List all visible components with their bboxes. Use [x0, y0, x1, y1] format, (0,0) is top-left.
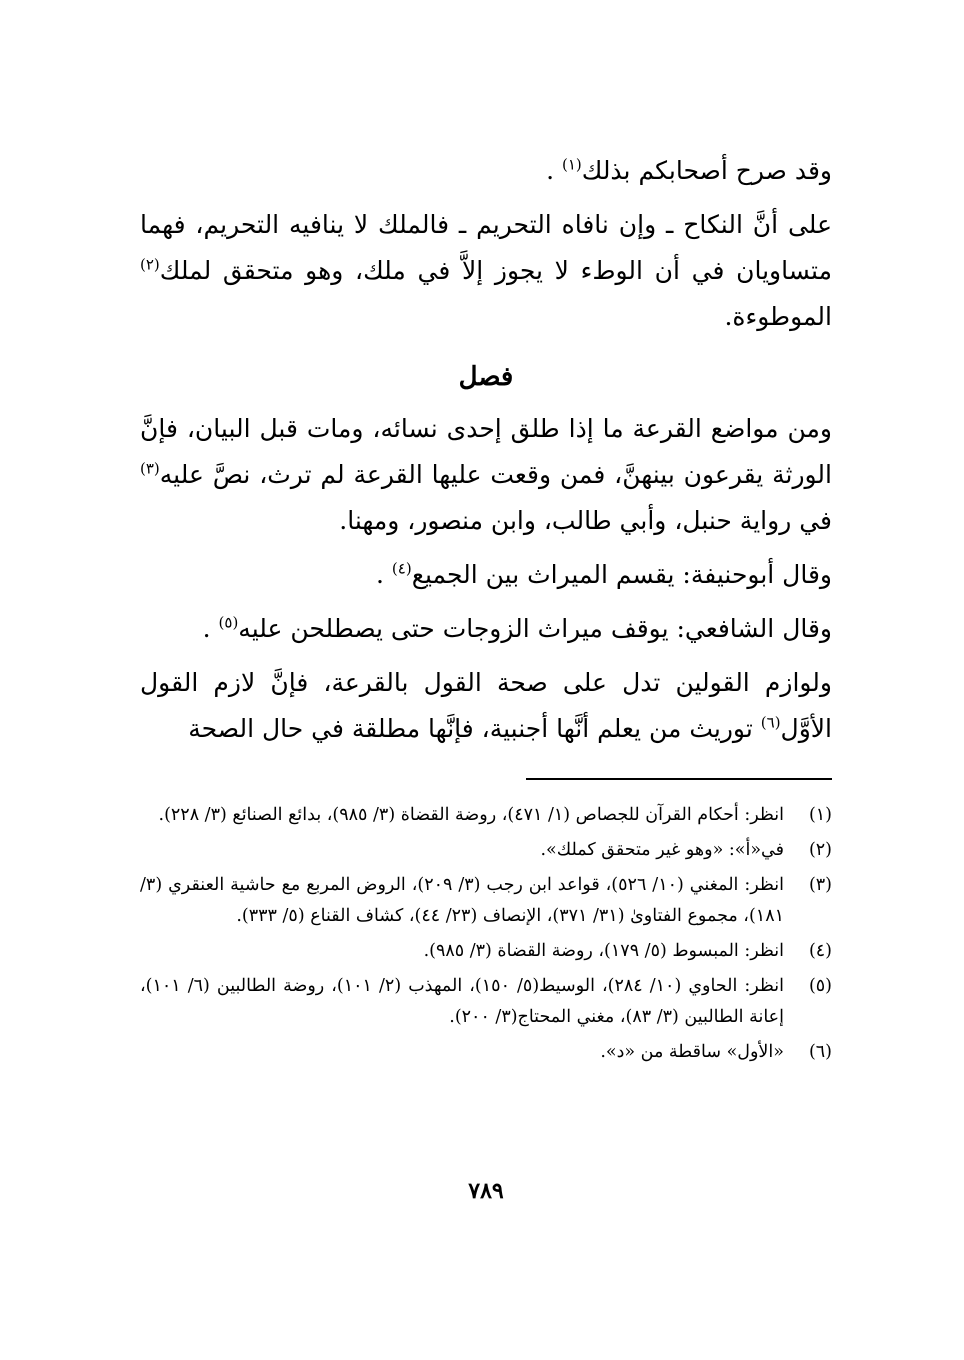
footnote-separator	[526, 778, 832, 780]
sentence-end: .	[376, 560, 384, 589]
paragraph	[140, 148, 832, 194]
paragraph-text: ولوازم القولين تدل على صحة القول بالقرعة، فإنَّ لازم القول الأوَّل	[140, 668, 832, 743]
paragraph-text: وقد صرح أصحابكم بذلك	[581, 156, 832, 185]
footnote-text: انظر: أحكام القرآن للجصاص (١/ ٤٧١)، روضة القضاة (٣/ ٩٨٥)، بدائع الصنائع (٣/ ٢٢٨).	[158, 805, 784, 825]
footnote-number: (٣)	[808, 875, 832, 895]
footnote-number: (١)	[808, 805, 832, 825]
footnote-text: «الأول» ساقطة من «د».	[600, 1042, 784, 1062]
footnote	[140, 870, 832, 932]
footnote-ref: (٤)	[391, 559, 412, 578]
footnote-ref: (٢)	[140, 255, 160, 274]
paragraph-text: وقال أبوحنيفة: يقسم الميراث بين الجميع	[411, 560, 832, 589]
footnote-number: (٥)	[808, 976, 832, 996]
footnote-text: انظر: المغني (١٠/ ٥٢٦)، قواعد ابن رجب (٣/ ٢٠٩)، الروض المربع مع حاشية العنقري (٣/ ١٨١)، مجموع الفتاوىٰ (٣١/ ٣٧١)، الإنصاف (٢٣/ ٤٤)، كشاف القناع (٥/ ٣٣٣).	[140, 875, 784, 926]
footnote	[140, 1037, 832, 1068]
book-page	[140, 148, 832, 1268]
paragraph-text: الموطوءة.	[724, 302, 832, 331]
footnote-ref: (٥)	[218, 613, 239, 632]
paragraph-text: في رواية حنبل، وأبي طالب، وابن منصور، ومهنا.	[339, 506, 832, 535]
footnote-number: (٦)	[808, 1042, 832, 1062]
paragraph	[140, 660, 832, 752]
main-text	[140, 148, 832, 752]
page-number: ٧٨٩	[468, 1178, 504, 1204]
footnotes	[140, 800, 832, 1072]
paragraph	[140, 552, 832, 598]
footnote-ref: (١)	[561, 155, 582, 174]
paragraph	[140, 606, 832, 652]
footnote-number: (٢)	[808, 840, 832, 860]
footnote-ref: (٦)	[760, 713, 781, 732]
sentence-end: .	[546, 156, 555, 185]
paragraph	[140, 202, 832, 340]
footnote-text: انظر: المبسوط (٥/ ١٧٩)، روضة القضاة (٣/ ٩٨٥).	[423, 941, 784, 961]
footnote	[140, 835, 832, 866]
footnote	[140, 971, 832, 1033]
sentence-end: .	[202, 614, 211, 643]
paragraph	[140, 406, 832, 544]
footnote-number: (٤)	[808, 941, 832, 961]
section-heading: فصل	[458, 362, 514, 392]
footnote-ref: (٣)	[140, 459, 160, 478]
footnote-text: انظر: الحاوي (١٠/ ٢٨٤)، الوسيط(٥/ ١٥٠)، المهذب (٢/ ١٠١)، روضة الطالبين (٦/ ١٠١)، إعانة الطالبين (٣/ ٨٣)، مغني المحتاج(٣/ ٢٠٠).	[140, 976, 784, 1027]
footnote	[140, 800, 832, 831]
paragraph-text: وقال الشافعي: يوقف ميراث الزوجات حتى يصطلحن عليه	[238, 614, 832, 643]
footnote-text: في«أ»: «وهو غير متحقق كملك».	[540, 840, 784, 860]
footnote	[140, 936, 832, 967]
paragraph-text: على أنَّ النكاح ـ وإن نافاه التحريم ـ فالملك لا ينافيه التحريم، فهما متساويان في أن الوطء لا يجوز إلاَّ في ملك، وهو متحقق لملك	[140, 210, 832, 285]
paragraph-text: توريث من يعلم أنَّها أجنبية، فإنَّها مطلقة في حال الصحة	[188, 714, 761, 743]
paragraph-text: ومن مواضع القرعة ما إذا طلق إحدى نسائه، ومات قبل البيان، فإنَّ الورثة يقرعون بينهنَّ، فمن وقعت عليها القرعة لم ترث، نصَّ عليه	[140, 414, 832, 489]
